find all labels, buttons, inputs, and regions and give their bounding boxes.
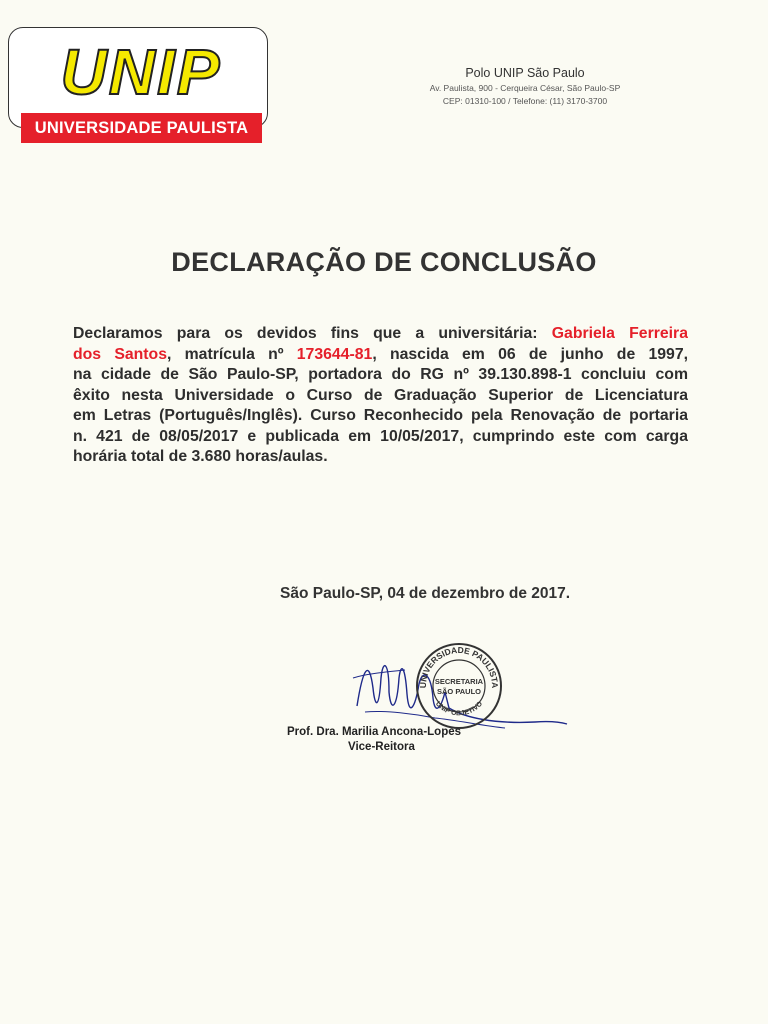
document-title: DECLARAÇÃO DE CONCLUSÃO bbox=[171, 247, 597, 277]
campus-header bbox=[410, 66, 640, 106]
unip-logo bbox=[8, 27, 268, 137]
secretaria-seal bbox=[414, 641, 504, 731]
logo-subtitle: UNIVERSIDADE PAULISTA bbox=[21, 113, 262, 143]
svg-text:UNIP OBJETIVO bbox=[434, 700, 485, 717]
body-line-3: na cidade de São Paulo-SP, portadora do RG nº 39.130.898-1 concluiu com bbox=[73, 366, 688, 383]
signer-name: Prof. Dra. Marilia Ancona-Lopes bbox=[287, 726, 462, 738]
seal-ring-text: UNIVERSIDADE PAULISTA bbox=[417, 644, 501, 689]
student-name-part1: Gabriela Ferreira bbox=[551, 325, 688, 342]
seal-center-line-2: SÃO PAULO bbox=[436, 687, 482, 696]
campus-contact: CEP: 01310-100 / Telefone: (11) 3170-3700 bbox=[442, 96, 608, 106]
student-registration: 173644-81 bbox=[296, 345, 373, 363]
unip-wordmark bbox=[29, 32, 249, 112]
body-line-7: horária total de 3.680 horas/aulas. bbox=[73, 448, 328, 465]
declaration-body bbox=[73, 324, 688, 468]
signer-role: Vice-Reitora bbox=[348, 741, 415, 753]
body-line-6: n. 421 de 08/05/2017 e publicada em 10/05/2017, cumprindo este com carga bbox=[73, 427, 688, 445]
body-line-4: êxito nesta Universidade o Curso de Graduação Superior de Licenciatura bbox=[73, 386, 688, 404]
body-line-5: em Letras (Português/Inglês). Curso Reconhecido pela Renovação de portaria bbox=[73, 407, 688, 424]
place-and-date: São Paulo-SP, 04 de dezembro de 2017. bbox=[280, 585, 571, 602]
campus-name: Polo UNIP São Paulo bbox=[465, 66, 585, 80]
seal-center-line-1: SECRETARIA bbox=[434, 677, 484, 686]
seal-bottom-text: UNIP OBJETIVO bbox=[433, 700, 485, 718]
body-line-2: dos Santos, matrícula nº 173644-81, nascida em 06 de junho de 1997, bbox=[73, 345, 688, 363]
student-name-part2: dos Santos bbox=[73, 345, 167, 363]
campus-address: Av. Paulista, 900 - Cerqueira César, São Paulo-SP bbox=[429, 83, 621, 93]
logo-brand-text: UNIP bbox=[60, 36, 222, 108]
body-line-1: Declaramos para os devidos fins que a universitária: Gabriela Ferreira bbox=[73, 325, 688, 342]
